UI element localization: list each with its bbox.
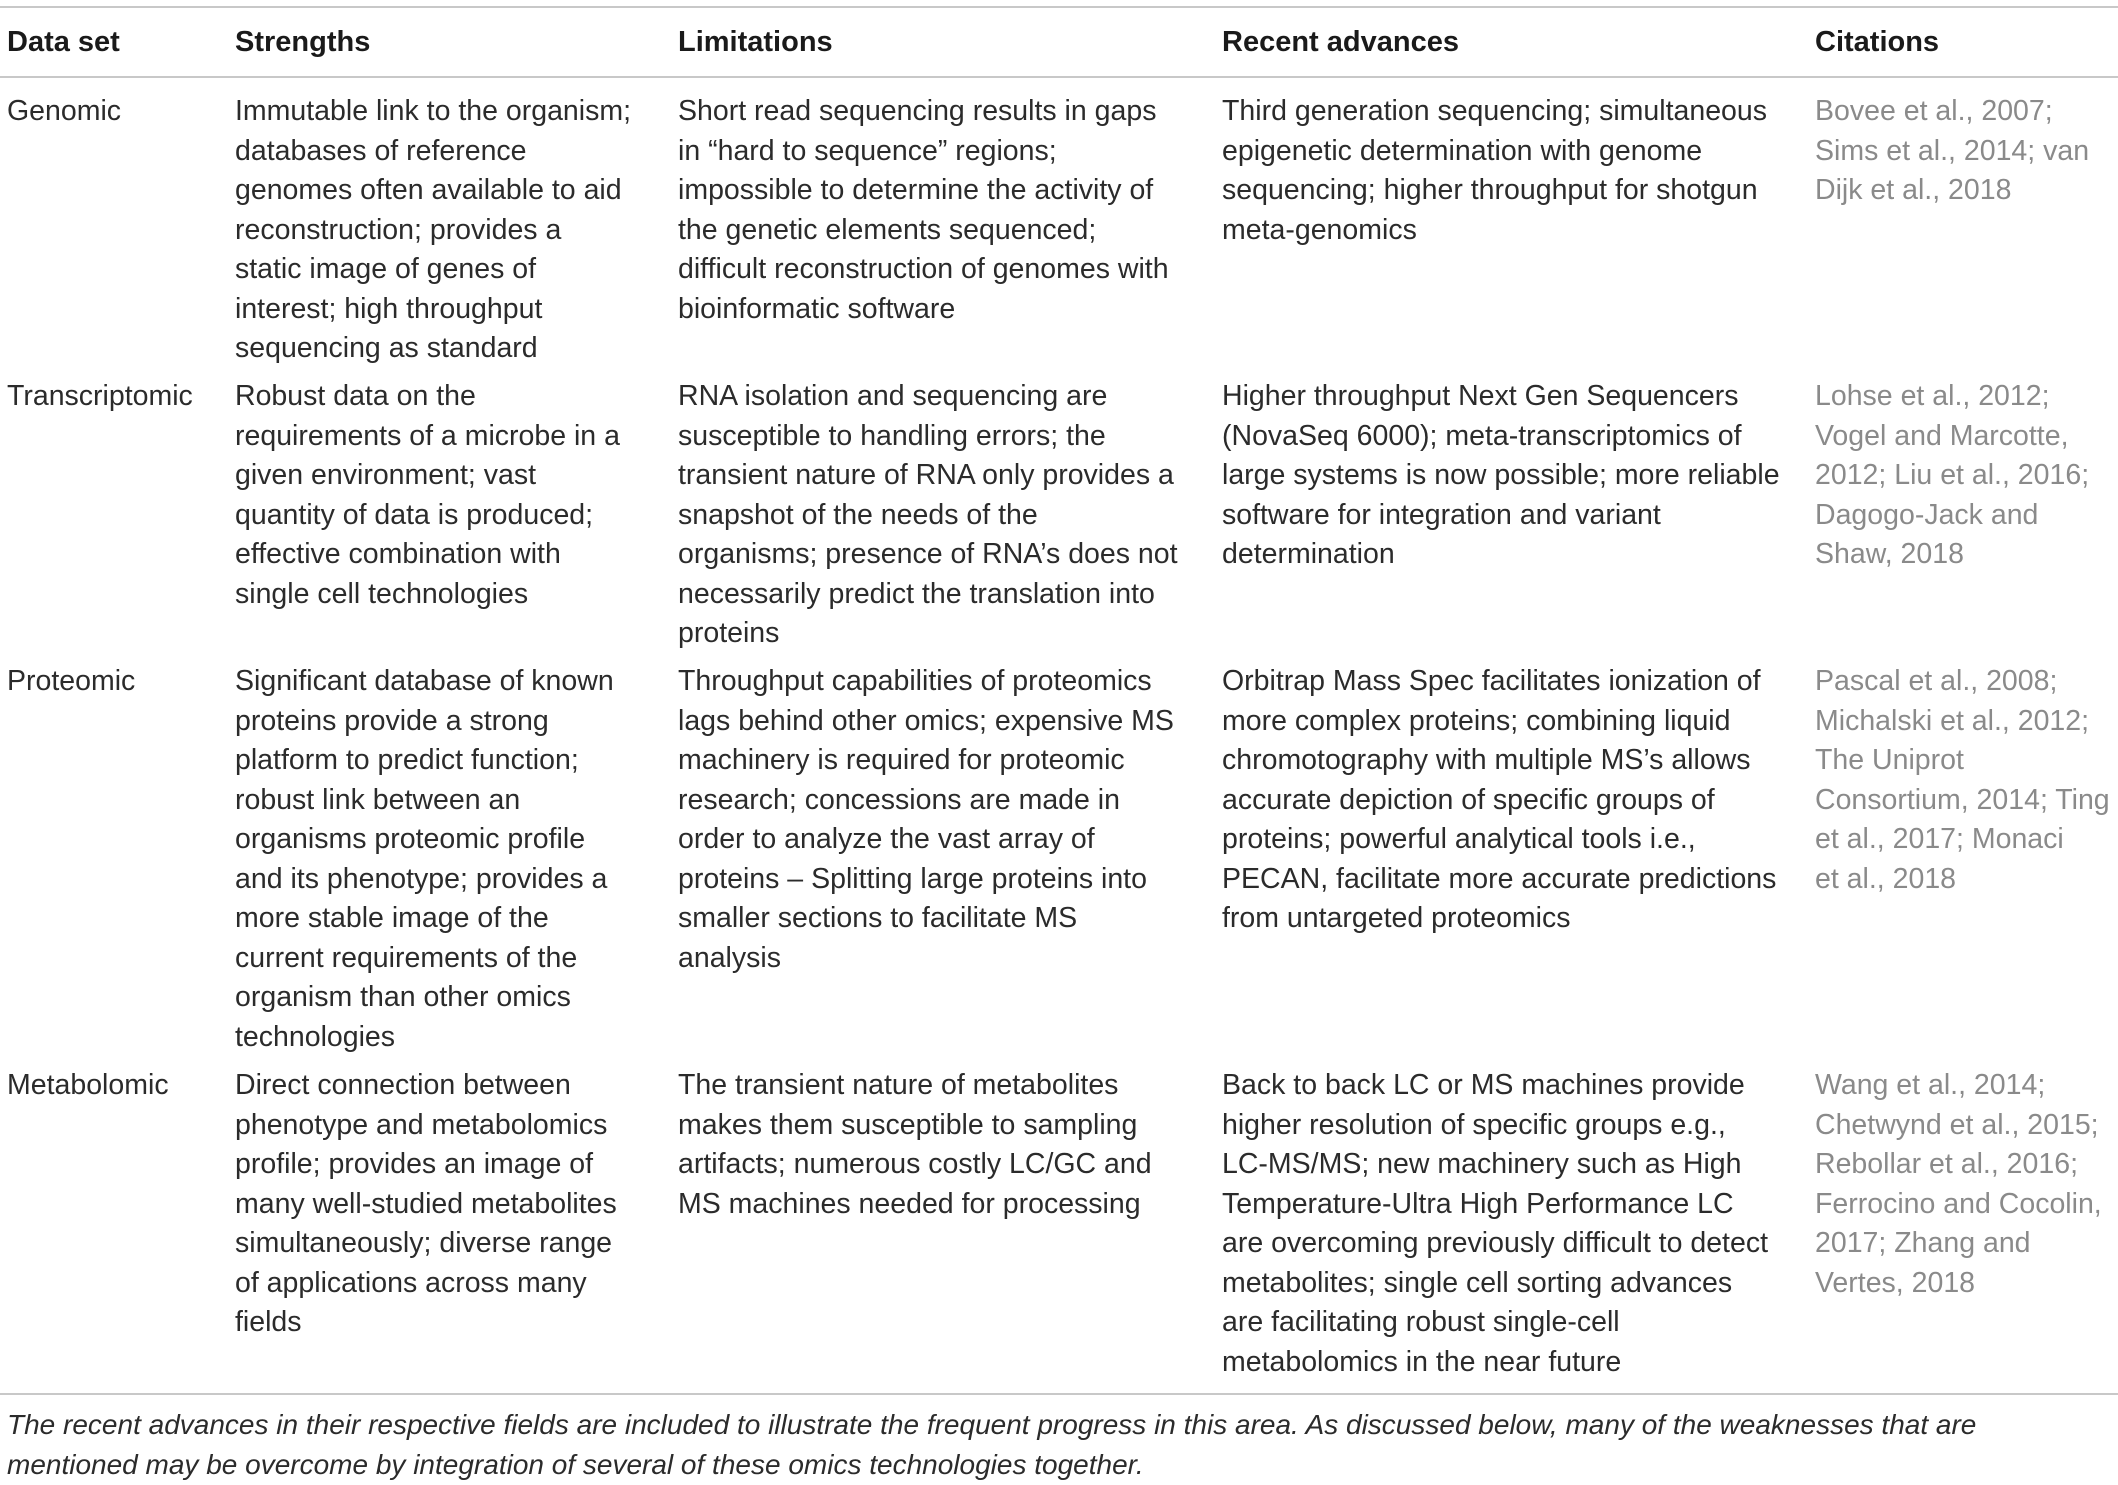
row-genomic-strengths: Immutable link to the organism; databases of reference genomes often available to aid reconstruction; provides a static image of genes of interest; high throughput sequencing as standard [235, 95, 632, 364]
row-metabolomic-data-set: Metabolomic [7, 1069, 169, 1101]
header-citations: Citations [1815, 26, 1940, 58]
header-recent-advances: Recent advances [1222, 26, 1459, 58]
row-proteomic-citations[interactable]: Pascal et al., 2008; Michalski et al., 2012; The Uniprot Consortium, 2014; Ting et al., 2017; Monaci et al., 2018 [1815, 665, 2110, 895]
row-genomic-citations[interactable]: Bovee et al., 2007; Sims et al., 2014; van Dijk et al., 2018 [1815, 95, 2090, 206]
row-transcriptomic-data-set: Transcriptomic [7, 380, 193, 412]
table-bottom-rule [0, 1393, 2118, 1395]
header-strengths: Strengths [235, 26, 371, 58]
row-metabolomic-citations[interactable]: Wang et al., 2014; Chetwynd et al., 2015; Rebollar et al., 2016; Ferrocino and Cocolin, 2017; Zhang and Vertes, 2018 [1815, 1069, 2102, 1299]
row-genomic-limitations: Short read sequencing results in gaps in “hard to sequence” regions; impossible to determine the activity of the genetic elements sequenced; difficult reconstruction of genomes with bioinformatic software [678, 95, 1169, 325]
table-top-rule [0, 6, 2118, 8]
header-data-set: Data set [7, 26, 120, 58]
row-proteomic-strengths: Significant database of known proteins provide a strong platform to predict function; robust link between an organisms proteomic profile and its phenotype; provides a more stable image of the current requirements of the organism than other omics technologies [235, 665, 614, 1053]
row-metabolomic-strengths: Direct connection between phenotype and metabolomics profile; provides an image of many well-studied metabolites simultaneously; diverse range of applications across many fields [235, 1069, 617, 1338]
row-genomic-data-set: Genomic [7, 95, 122, 127]
row-transcriptomic-limitations: RNA isolation and sequencing are susceptible to handling errors; the transient nature of RNA only provides a snapshot of the needs of the organisms; presence of RNA’s does not necessarily predict the translation into proteins [678, 380, 1178, 649]
row-transcriptomic-recent-advances: Higher throughput Next Gen Sequencers (NovaSeq 6000); meta-transcriptomics of large systems is now possible; more reliable software for integration and variant determination [1222, 380, 1780, 570]
row-proteomic-limitations: Throughput capabilities of proteomics lags behind other omics; expensive MS machinery is required for proteomic research; concessions are made in order to analyze the vast array of proteins – Splitting large proteins into smaller sections to facilitate MS analysis [678, 665, 1174, 974]
row-transcriptomic-strengths: Robust data on the requirements of a microbe in a given environment; vast quantity of data is produced; effective combination with single cell technologies [235, 380, 620, 610]
row-proteomic-recent-advances: Orbitrap Mass Spec facilitates ionization of more complex proteins; combining liquid chromotography with multiple MS’s allows accurate depiction of specific groups of proteins; powerful analytical tools i.e., PECAN, facilitate more accurate predictions from untargeted proteomics [1222, 665, 1777, 934]
row-transcriptomic-citations[interactable]: Lohse et al., 2012; Vogel and Marcotte, 2012; Liu et al., 2016; Dagogo-Jack and Shaw, 2018 [1815, 380, 2090, 570]
row-metabolomic-recent-advances: Back to back LC or MS machines provide higher resolution of specific groups e.g., LC-MS/MS; new machinery such as High Temperature-Ultra High Performance LC are overcoming previously difficult to detect metabolites; single cell sorting advances are facilitating robust single-cell metabolomics in the near future [1222, 1069, 1768, 1378]
table-header-rule [0, 76, 2118, 78]
header-limitations: Limitations [678, 26, 833, 58]
row-genomic-recent-advances: Third generation sequencing; simultaneous epigenetic determination with genome sequencing; higher throughput for shotgun meta-genomics [1222, 95, 1768, 246]
row-proteomic-data-set: Proteomic [7, 665, 136, 697]
table-footnote: The recent advances in their respective fields are included to illustrate the frequent progress in this area. As discussed below, many of the weaknesses that are mentioned may be overcome by integration of several of these omics technologies together. [7, 1409, 1977, 1480]
row-metabolomic-limitations: The transient nature of metabolites makes them susceptible to sampling artifacts; numerous costly LC/GC and MS machines needed for processing [678, 1069, 1152, 1220]
